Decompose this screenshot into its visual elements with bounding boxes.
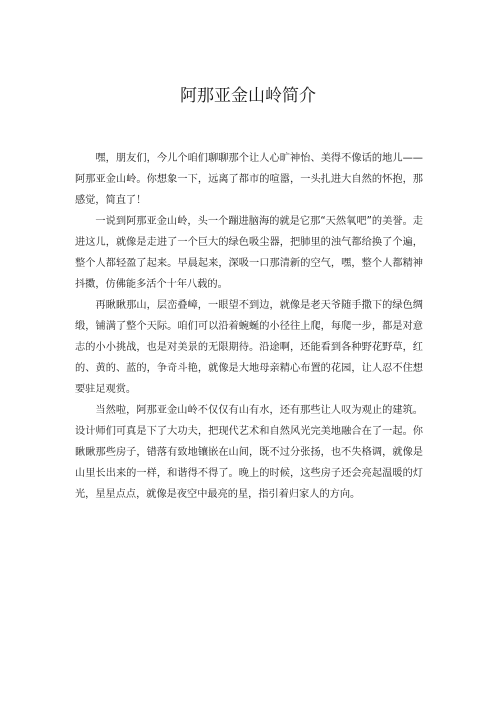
paragraph-oxygen-bar: 一说到阿那亚金山岭，头一个蹦进脑海的就是它那“天然氧吧”的美誉。走进这儿，就像是走进了一个巨大的绿色吸尘器，把肺里的浊气都给换了个遍，整个人都轻盈了起来。早晨起来，深吸一口那清新的空气，嘿，整个人都精神抖擞，仿佛能多活个十年八载的。 [75,216,423,290]
paragraph-architecture: 当然啦，阿那亚金山岭不仅仅有山有水，还有那些让人叹为观止的建筑。设计师们可真是下了大功夫，把现代艺术和自然风光完美地融合在了一起。你瞅瞅那些房子，错落有致地镶嵌在山间，既不过分张扬，也不失格调，就像是山里长出来的一样，和谐得不得了。晚上的时候，这些房子还会亮起温暖的灯光，星星点点，就像是夜空中最亮的星，指引着归家人的方向。 [75,405,423,500]
paragraph-intro: 嘿，朋友们，今儿个咱们聊聊那个让人心旷神怡、美得不像话的地儿——阿那亚金山岭。你想象一下，远离了都市的喧嚣，一头扎进大自然的怀抱，那感觉，简直了！ [75,153,423,206]
document-body [75,148,423,505]
paragraph-mountains: 再瞅瞅那山，层峦叠嶂，一眼望不到边，就像是老天爷随手撒下的绿色绸缎，铺满了整个天际。咱们可以沿着蜿蜒的小径往上爬，每爬一步，都是对意志的小小挑战，也是对美景的无限期待。沿途啊，还能看到各种野花野草，红的、黄的、蓝的，争奇斗艳，就像是大地母亲精心布置的花园，让人忍不住想要驻足观赏。 [75,300,423,395]
document-title: 阿那亚金山岭简介 [180,86,316,106]
